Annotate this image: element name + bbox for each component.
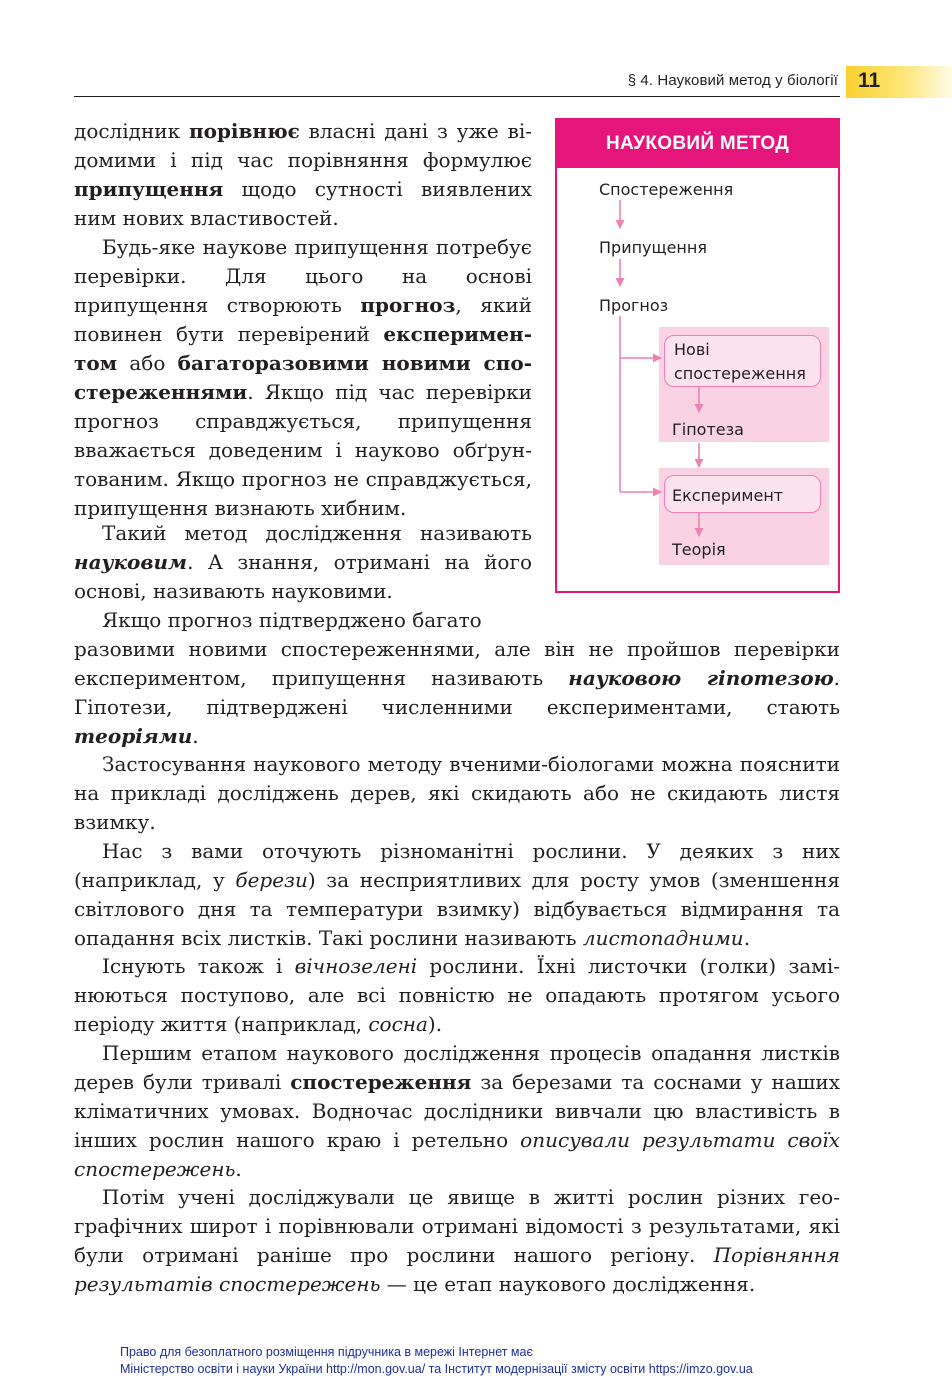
text-run: — це етап наукового дослідження. xyxy=(380,1272,756,1296)
text-run: разовими новими спостереженнями, але він не пройшов перевірки експериментом, припущення називають xyxy=(74,637,840,690)
footer-line-1: Право для безоплатного розміщення підручника в мережі Інтернет має xyxy=(120,1345,533,1359)
text-run: . xyxy=(743,926,751,950)
running-header-title: § 4. Науковий метод у біології xyxy=(627,72,838,89)
experiment-label: Експеримент xyxy=(672,486,784,505)
text-run: Будь-яке наукове припущення потребує перевірки. Для цього на основі припущення створюють xyxy=(74,235,532,317)
new-observations-line1: Нові xyxy=(674,340,710,359)
text-run: берези xyxy=(235,868,308,892)
text-run: Такий метод дослідження називають xyxy=(102,521,532,545)
new-observations-line2: спостереження xyxy=(674,364,806,383)
paragraph-7 xyxy=(74,952,840,1039)
text-run: , який повинен бути перевірений xyxy=(74,293,532,346)
step-prognosis: Прогноз xyxy=(599,296,669,315)
text-run: науковою гіпотезою xyxy=(568,666,834,690)
text-run: . А знання, отримані на його основі, називають науковими. xyxy=(74,550,532,603)
text-run: . xyxy=(192,724,199,748)
step-assumption: Припущення xyxy=(599,238,707,257)
paragraph-6 xyxy=(74,837,840,953)
footer-line-2: Міністерство освіти і науки України http://mon.gov.ua/ та Інститут модернізації змісту освіти https://imzo.gov.ua xyxy=(120,1362,753,1376)
text-run: . Гіпотези, підтверджені численними експериментами, стають xyxy=(74,666,841,719)
text-run: експериментом xyxy=(74,322,532,375)
text-run: припущення xyxy=(74,177,224,201)
paragraph-8 xyxy=(74,1039,840,1184)
text-run: дослідник xyxy=(74,119,189,143)
text-run: спостереження xyxy=(290,1070,472,1094)
text-run: . Якщо під час перевірки прогноз справджується, припущення вважається доведеним і науково обґрунтованим. Якщо прогноз не справджується, припущення визнають хибним. xyxy=(74,380,532,520)
text-run: порівнює xyxy=(188,119,300,143)
text-run: за березами та соснами у наших кліматичних умовах. Водночас дослідники вивчали цю властивість в інших рослин нашого краю і ретельно xyxy=(74,1070,840,1152)
text-run: щодо сутності виявлених ним нових властивостей. xyxy=(74,177,532,230)
paragraph-1 xyxy=(74,117,532,233)
text-run: ) за несприятливих для росту умов (зменшення світлового дня та температури взимку) відбувається відмирання та опадання всіх листків. Такі рослини називають xyxy=(74,868,840,950)
text-run: Першим етапом наукового дослідження процесів опадання листків дерев були тривалі xyxy=(74,1041,840,1094)
paragraph-4-continued xyxy=(74,635,840,751)
paragraph-3 xyxy=(74,519,532,606)
text-run: Порівняння результатів спостережень xyxy=(74,1243,840,1296)
paragraph-2 xyxy=(74,233,532,523)
paragraph-4-start xyxy=(74,606,532,635)
license-footer xyxy=(120,1344,753,1378)
text-run: Застосування наукового методу вченими-біологами можна пояснити на прикладі досліджень дерев, які скидають або не скидають листя взимку. xyxy=(74,752,840,834)
page-number: 11 xyxy=(858,69,881,92)
text-run: Існують також і xyxy=(102,954,295,978)
text-run: Якщо прогноз підтверджено багато xyxy=(102,608,482,632)
page-number-tab xyxy=(846,66,952,98)
text-run: листопадними xyxy=(582,926,744,950)
scientific-method-diagram xyxy=(555,118,840,593)
text-run: теоріями xyxy=(74,724,193,748)
text-run: рослини. Їхні листочки (голки) замінюються поступово, але всі повністю не опадають протягом усього періоду життя (наприклад, xyxy=(74,954,840,1036)
text-run: власні дані з уже відомими і під час порівняння формулює xyxy=(74,119,532,172)
text-run: вічнозелені xyxy=(294,954,418,978)
paragraph-5 xyxy=(74,750,840,837)
theory-label: Теорія xyxy=(672,540,726,559)
text-run: сосна xyxy=(368,1012,428,1036)
text-run: . xyxy=(235,1157,242,1181)
text-run: ). xyxy=(427,1012,443,1036)
text-run: науковим xyxy=(74,550,188,574)
text-run: прогноз xyxy=(360,293,456,317)
text-run: або xyxy=(117,351,178,375)
diagram-title: НАУКОВИЙ МЕТОД xyxy=(557,120,838,168)
text-run: Потім учені досліджували це явище в житті рослин різних географічних широт і порівнювали отримані відомості з результатами, які були отримані раніше про рослини нашого регіону. xyxy=(74,1185,840,1267)
text-run: багаторазовими новими спостереженнями xyxy=(74,351,532,404)
text-run: Нас з вами оточують різноманітні рослини. У деяких з них (наприклад, у xyxy=(74,839,840,892)
paragraph-9 xyxy=(74,1183,840,1299)
hypothesis-label: Гіпотеза xyxy=(672,420,744,439)
step-observation: Спостереження xyxy=(599,180,734,199)
text-run: описували результати своїх спостережень xyxy=(74,1128,840,1181)
header-rule xyxy=(74,96,840,97)
